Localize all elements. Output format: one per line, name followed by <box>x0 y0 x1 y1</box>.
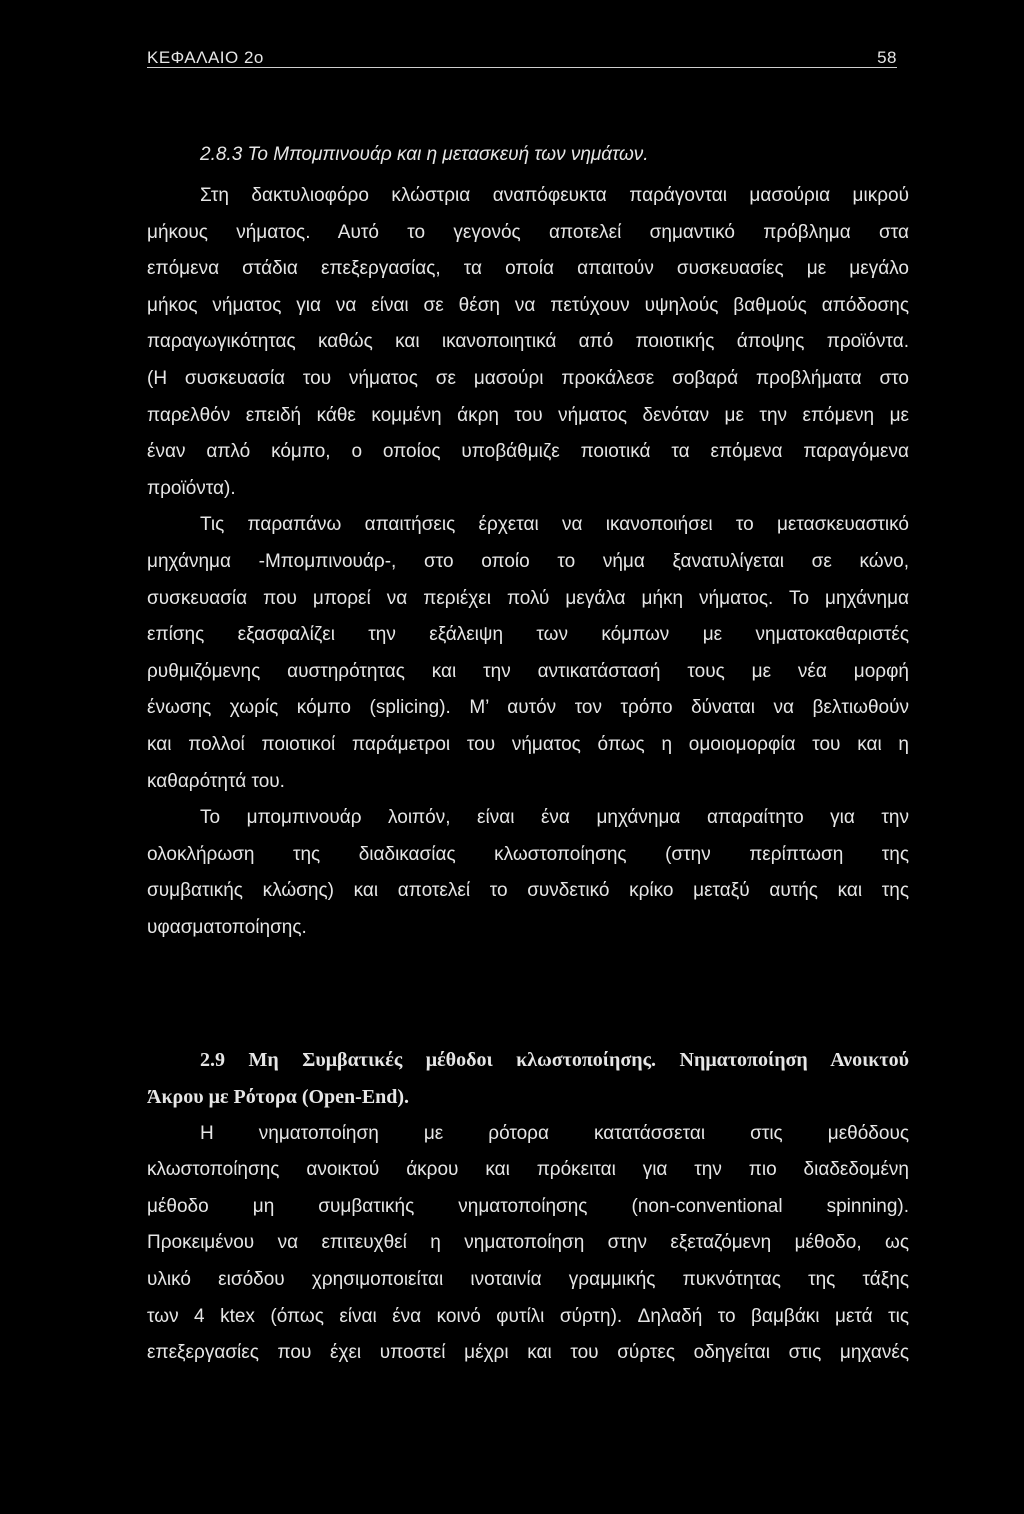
section-spacer <box>147 946 909 1042</box>
section-heading-line: 2.9 Μη Συμβατικές μέθοδοι κλωστοποίησης. Νηματοποίηση Ανοικτού <box>200 1049 909 1072</box>
text-line: συσκευασία που μπορεί να περιέχει πολύ μεγάλα μήκη νήματος. Το μηχάνημα <box>147 587 909 609</box>
text-line: υφασματοποίησης. <box>147 916 307 938</box>
paragraph-3 <box>147 800 909 946</box>
paragraph-4 <box>147 1116 909 1372</box>
text-line: επεξεργασίες που έχει υποστεί μέχρι και του σύρτες οδηγείται στις μηχανές <box>147 1342 909 1364</box>
text-line: συμβατικής κλώσης) και αποτελεί το συνδετικό κρίκο μεταξύ αυτής και της <box>147 880 909 902</box>
text-line: προϊόντα). <box>147 477 236 499</box>
text-line: ένωσης χωρίς κόμπο (splicing). Μ’ αυτόν τον τρόπο δύναται να βελτιωθούν <box>147 697 909 719</box>
text-line: μήκους νήματος. Αυτό το γεγονός αποτελεί σημαντικό πρόβλημα στα <box>147 221 909 243</box>
section-heading-line: Άκρου με Ρότορα (Open-End). <box>147 1086 410 1109</box>
text-line: ρυθμιζόμενης αυστηρότητας και την αντικατάστασή τους με νέα μορφή <box>147 660 909 682</box>
text-line: επίσης εξασφαλίζει την εξάλειψη των κόμπων με νηματοκαθαριστές <box>147 624 909 646</box>
text-line: μέθοδο μη συμβατικής νηματοποίησης (non-conventional spinning). <box>147 1195 909 1217</box>
text-line: ολοκλήρωση της διαδικασίας κλωστοποίησης (στην περίπτωση της <box>147 843 909 865</box>
text-line: Το μπομπινουάρ λοιπόν, είναι ένα μηχάνημα απαραίτητο για την <box>200 807 909 829</box>
text-line: μήκος νήματος για να είναι σε θέση να πετύχουν υψηλούς βαθμούς απόδοσης <box>147 294 909 316</box>
text-line: καθαρότητά του. <box>147 770 285 792</box>
subsection-title: 2.8.3 Το Μπομπινουάρ και η μετασκευή των νημάτων. <box>200 144 649 165</box>
text-line: Η νηματοποίηση με ρότορα κατατάσσεται στις μεθόδους <box>200 1122 909 1144</box>
text-line: Στη δακτυλιοφόρο κλώστρια αναπόφευκτα παράγονται μασούρια μικρού <box>200 185 909 206</box>
text-line: των 4 ktex (όπως είναι ένα κοινό φυτίλι σύρτη). Δηλαδή το βαμβάκι μετά τις <box>147 1305 909 1327</box>
text-line: και πολλοί ποιοτικοί παράμετροι του νήματος όπως η ομοιομορφία του και η <box>147 733 909 755</box>
page-body <box>147 142 909 1372</box>
header-rule <box>147 67 897 68</box>
text-line: έναν απλό κόμπο, ο οποίος υποβάθμιζε ποιοτικά τα επόμενα παραγόμενα <box>147 441 909 463</box>
page-number: 58 <box>877 48 897 67</box>
text-line: παραγωγικότητας καθώς και ικανοποιητικά από ποιοτικής άποψης προϊόντα. <box>147 331 909 353</box>
text-line: υλικό εισόδου χρησιμοποιείται ινοταινία γραμμικής πυκνότητας της τάξης <box>147 1269 909 1291</box>
text-line: (Η συσκευασία του νήματος σε μασούρι προκάλεσε σοβαρά προβλήματα στο <box>147 367 909 389</box>
text-line: κλωστοποίησης ανοικτού άκρου και πρόκειται για την πιο διαδεδομένη <box>147 1159 909 1181</box>
section-heading <box>147 1042 909 1115</box>
paragraph-1 <box>147 178 909 507</box>
page-header <box>147 48 897 72</box>
text-line: παρελθόν επειδή κάθε κομμένη άκρη του νήματος δενόταν με την επόμενη με <box>147 404 909 426</box>
chapter-label: ΚΕΦΑΛΑΙΟ 2ο <box>147 48 264 67</box>
text-line: Τις παραπάνω απαιτήσεις έρχεται να ικανοποιήσει το μετασκευαστικό <box>200 514 909 536</box>
text-line: μηχάνημα -Μπομπινουάρ-, στο οποίο το νήμα ξανατυλίγεται σε κώνο, <box>147 550 909 572</box>
paragraph-2 <box>147 507 909 800</box>
text-line: Προκειμένου να επιτευχθεί η νηματοποίηση στην εξεταζόμενη μέθοδο, ως <box>147 1232 909 1254</box>
text-line: επόμενα στάδια επεξεργασίας, τα οποία απαιτούν συσκευασίες με μεγάλο <box>147 258 909 280</box>
